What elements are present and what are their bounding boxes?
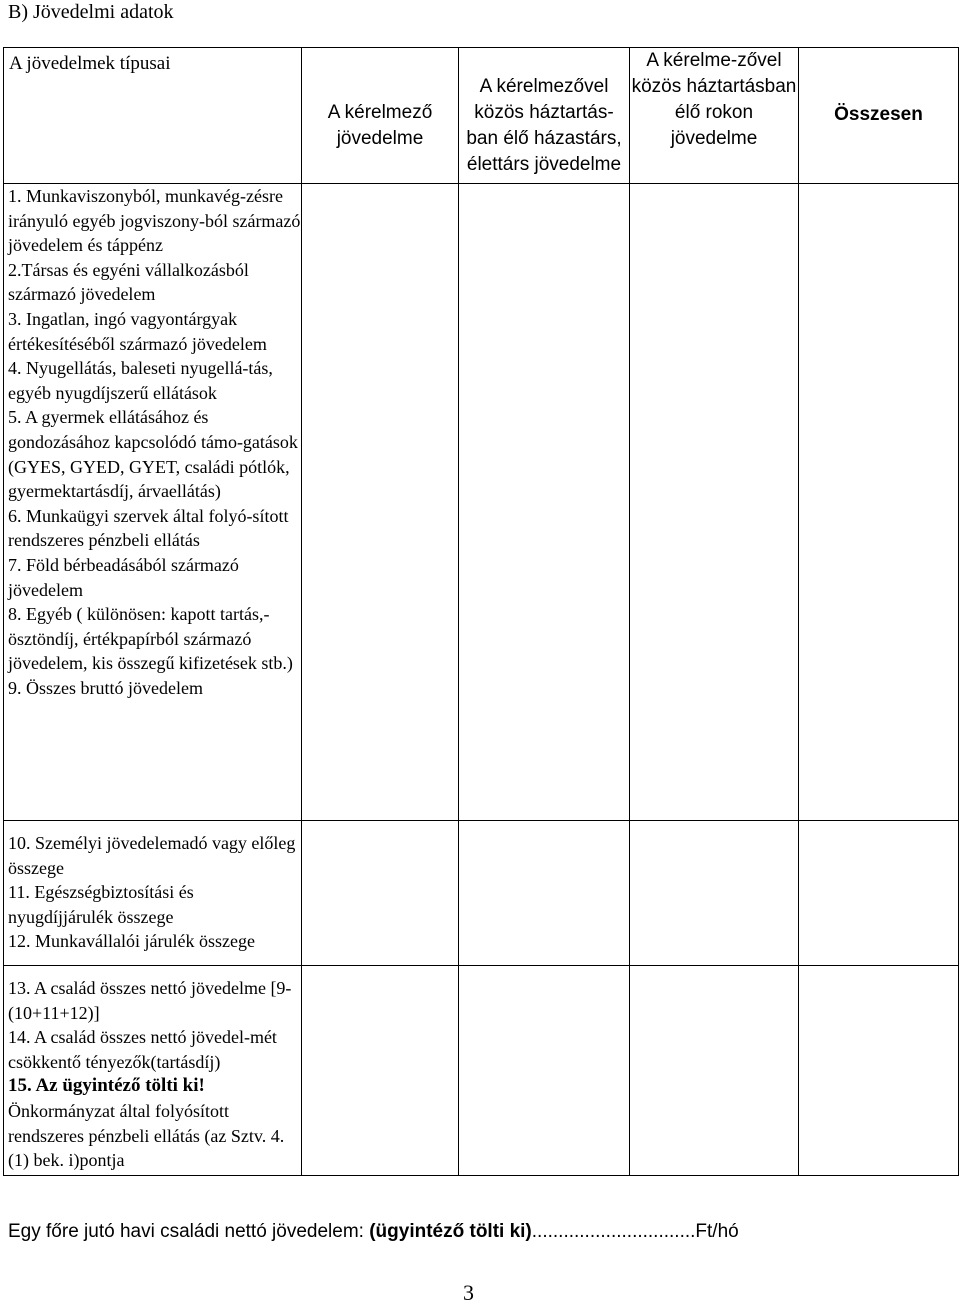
net-item-14: 14. A család összes nettó jövedel-mét csökkentő tényezők(tartásdíj): [8, 1027, 277, 1072]
net-items-cell: [4, 966, 302, 1176]
spouse-income-header: A kérelmezővel közös háztartás-ban élő házastárs, élettárs jövedelme: [459, 48, 630, 184]
table-header-row: [4, 48, 959, 184]
page-number: 3: [463, 1280, 474, 1305]
total-income-value[interactable]: [799, 184, 959, 821]
total-deduction-value[interactable]: [799, 821, 959, 966]
relative-deduction-value[interactable]: [630, 821, 799, 966]
total-net-value[interactable]: [799, 966, 959, 1176]
income-item-4: 4. Nyugellátás, baleseti nyugellá-tás, egyéb nyugdíjszerű ellátások: [8, 358, 273, 403]
income-types-header: A jövedelmek típusai: [4, 48, 302, 184]
income-item-6: 6. Munkaügyi szervek által folyó-sított rendszeres pénzbeli ellátás: [8, 505, 289, 551]
applicant-income-value[interactable]: [302, 184, 459, 821]
income-item-9-total-gross: 9. Összes bruttó jövedelem: [8, 677, 203, 698]
income-item-5: 5. A gyermek ellátásához és gondozásához kapcsolódó támo-gatások (GYES, GYED, GYET, családi pótlók, gyermektartásdíj, árvaellátás): [8, 407, 298, 502]
income-item-2: 2.Társas és egyéni vállalkozásból származó jövedelem: [8, 259, 249, 305]
net-items-row: [4, 966, 959, 1176]
relative-income-value[interactable]: [630, 184, 799, 821]
deduction-item-12: 12. Munkavállalói járulék összege: [8, 931, 255, 952]
per-capita-note: (ügyintéző tölti ki): [369, 1221, 532, 1242]
income-item-3: 3. Ingatlan, ingó vagyontárgyak értékesítéséből származó jövedelem: [8, 308, 267, 354]
income-item-1: 1. Munkaviszonyból, munkavég-zésre irányuló egyéb jogviszony-ból származó jövedelem és táppénz: [8, 186, 301, 256]
income-items-row: [4, 184, 959, 821]
relative-net-value[interactable]: [630, 966, 799, 1176]
relative-income-header: A kérelme-zővel közös háztartásban élő rokon jövedelme: [630, 48, 799, 184]
section-title: B) Jövedelmi adatok: [8, 1, 174, 23]
per-capita-label: Egy főre jutó havi családi nettó jövedelem:: [8, 1221, 370, 1242]
income-items-cell: [4, 184, 302, 821]
applicant-income-header: A kérelmező jövedelme: [302, 48, 459, 184]
official-item-heading: 15. Az ügyintéző tölti ki!: [8, 1075, 205, 1097]
deduction-items-row: [4, 821, 959, 966]
per-capita-fill-line[interactable]: ...............................Ft/hó: [531, 1221, 739, 1242]
income-item-8: 8. Egyéb ( különösen: kapott tartás,-ösztöndíj, értékpapírból származó jövedelem, kis összegű kifizetések stb.): [8, 604, 293, 674]
spouse-income-value[interactable]: [459, 184, 630, 821]
total-header: Összesen: [799, 48, 959, 184]
spouse-deduction-value[interactable]: [459, 821, 630, 966]
applicant-deduction-value[interactable]: [302, 821, 459, 966]
deduction-item-10: 10. Személyi jövedelemadó vagy előleg összege: [8, 833, 296, 878]
deduction-items-cell: [4, 821, 302, 966]
deduction-item-11: 11. Egészségbiztosítási és nyugdíjjárulék összege: [8, 882, 194, 927]
applicant-net-value[interactable]: [302, 966, 459, 1176]
income-table: [3, 47, 959, 1176]
per-capita-income-line: [8, 1219, 739, 1245]
income-item-7: 7. Föld bérbeadásából származó jövedelem: [8, 554, 239, 600]
spouse-net-value[interactable]: [459, 966, 630, 1176]
net-item-13: 13. A család összes nettó jövedelme [9-(10+11+12)]: [8, 978, 292, 1023]
official-item-text: Önkormányzat által folyósított rendszeres pénzbeli ellátás (az Sztv. 4. (1) bek. i)pontja: [8, 1100, 285, 1171]
